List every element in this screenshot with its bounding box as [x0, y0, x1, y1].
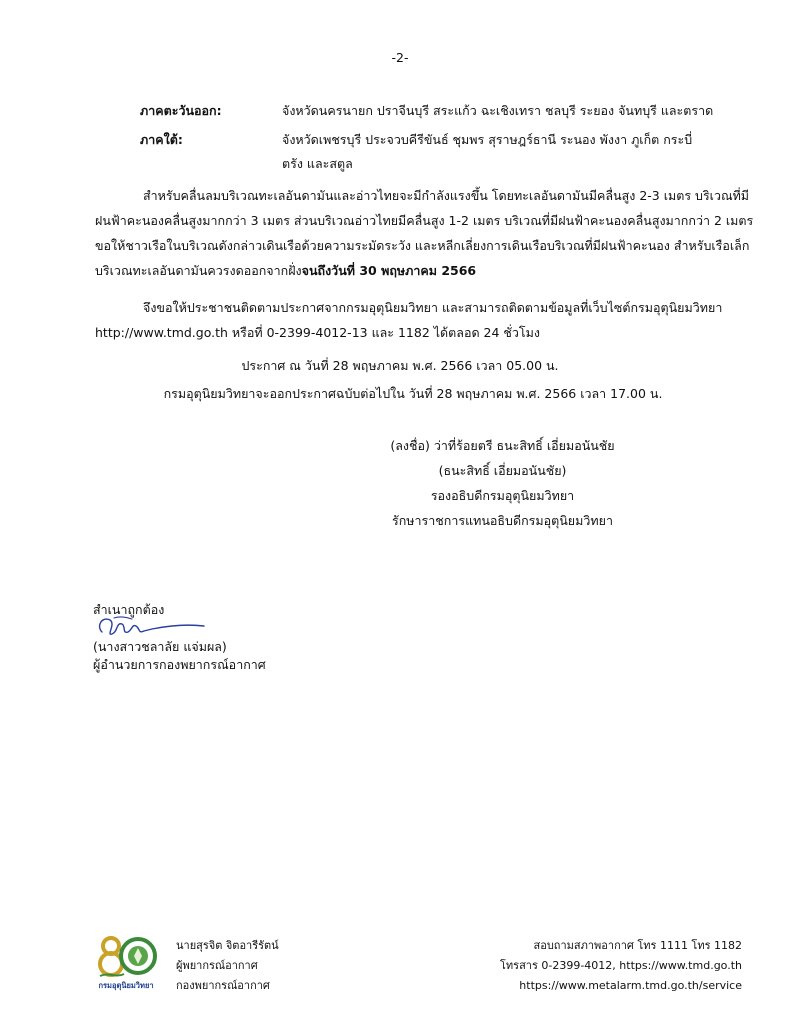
footer-right: [500, 936, 742, 996]
announcement-issued: ประกาศ ณ วันที่ 28 พฤษภาคม พ.ศ. 2566 เวลา 05.00 น.: [241, 358, 559, 373]
follow-paragraph: [95, 295, 723, 345]
tmd-80-logo: [94, 932, 158, 996]
certified-label: สำเนาถูกต้อง: [93, 602, 165, 617]
region-label-east: ภาคตะวันออก:: [140, 103, 222, 118]
signatory-title-1: รองอธิบดีกรมอุตุนิยมวิทยา: [430, 488, 575, 503]
page-number: -2-: [391, 50, 409, 65]
region-provinces-south-line2: ตรัง และสตูล: [282, 156, 353, 171]
region-provinces-south-line1: จังหวัดเพชรบุรี ประจวบคีรีขันธ์ ชุมพร สุราษฎร์ธานี ระนอง พังงา ภูเก็ต กระบี่: [282, 132, 693, 147]
contact-fax-web: โทรสาร 0-2399-4012, https://www.tmd.go.th: [500, 959, 742, 972]
wave-paragraph: [95, 183, 754, 283]
wave-line-1: สำหรับคลื่นลมบริเวณทะเลอันดามันและอ่าวไทยจะมีกำลังแรงขึ้น โดยทะเลอันดามันมีคลื่นสูง 2-3 เมตร บริเวณที่มี: [143, 188, 750, 203]
region-provinces-east: จังหวัดนครนายก ปราจีนบุรี สระแก้ว ฉะเชิงเทรา ชลบุรี ระยอง จันทบุรี และตราด: [282, 103, 714, 118]
announcement-next: กรมอุตุนิยมวิทยาจะออกประกาศฉบับต่อไปใน วันที่ 28 พฤษภาคม พ.ศ. 2566 เวลา 17.00 น.: [163, 386, 663, 401]
wave-line-2: ฝนฟ้าคะนองคลื่นสูงมากกว่า 3 เมตร ส่วนบริเวณอ่าวไทยมีคลื่นสูง 1-2 เมตร บริเวณที่มีฝนฟ้าคะนองคลื่นสูงมากกว่า 2 เมตร: [95, 213, 754, 228]
signed-line: (ลงชื่อ) ว่าที่ร้อยตรี ธนะสิทธิ์ เอี่ยมอนันชัย: [390, 438, 615, 453]
certified-name: (นางสาวชลาลัย แจ่มผล): [93, 639, 227, 654]
logo-text: กรมอุตุนิยมวิทยา: [98, 981, 154, 990]
wave-line-4-bold: จนถึงวันที่ 30 พฤษภาคม 2566: [301, 263, 477, 278]
follow-line-2: http://www.tmd.go.th หรือที่ 0-2399-4012-13 และ 1182 ได้ตลอด 24 ชั่วโมง: [95, 325, 540, 340]
forecaster-name: นายสุรจิต จิตอารีรัตน์: [176, 939, 279, 952]
handwritten-signature: [92, 614, 212, 640]
contact-phone: สอบถามสภาพอากาศ โทร 1111 โทร 1182: [533, 939, 742, 952]
forecaster-division: กองพยากรณ์อากาศ: [176, 979, 270, 992]
follow-line-1: จึงขอให้ประชาชนติดตามประกาศจากกรมอุตุนิยมวิทยา และสามารถติดตามข้อมูลที่เว็บไซต์กรมอุตุนิยมวิทยา: [143, 300, 723, 315]
certified-position: ผู้อำนวยการกองพยากรณ์อากาศ: [93, 657, 266, 672]
signatory-title-2: รักษาราชการแทนอธิบดีกรมอุตุนิยมวิทยา: [392, 513, 613, 528]
wave-line-4: [95, 258, 720, 283]
contact-service-url: https://www.metalarm.tmd.go.th/service: [519, 979, 742, 992]
forecaster-role: ผู้พยากรณ์อากาศ: [176, 959, 258, 972]
signatory-name: (ธนะสิทธิ์ เอี่ยมอนันชัย): [438, 463, 567, 478]
wave-line-4-normal: บริเวณทะเลอันดามันควรงดออกจากฝั่ง: [95, 263, 302, 278]
region-label-south: ภาคใต้:: [140, 132, 183, 147]
wave-line-3: ขอให้ชาวเรือในบริเวณดังกล่าวเดินเรือด้วยความระมัดระวัง และหลีกเลี่ยงการเดินเรือบริเวณที่มีฝนฟ้าคะนอง สำหรับเรือเล็ก: [95, 238, 750, 253]
footer-left: [176, 936, 279, 996]
